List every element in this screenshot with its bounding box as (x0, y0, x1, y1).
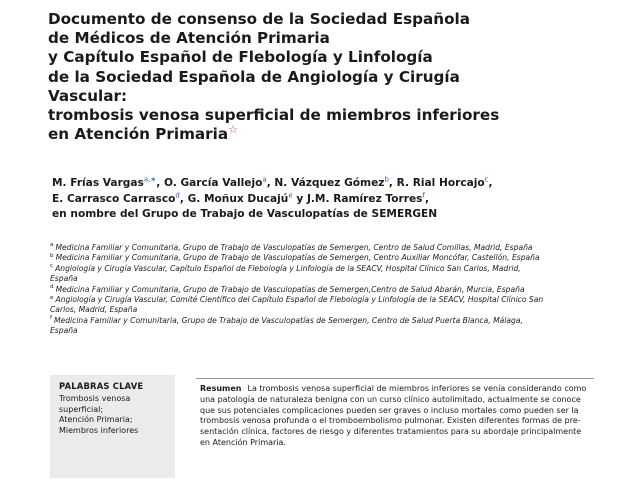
title-star-footnote-icon[interactable]: ☆ (228, 123, 238, 137)
keywords-heading: PALABRAS CLAVE (59, 381, 144, 391)
article-title (48, 10, 608, 144)
affiliations-list (50, 243, 610, 337)
author-group-line: en nombre del Grupo de Trabajo de Vasculopatías de SEMERGEN (52, 208, 438, 221)
affiliation-marker: c (50, 263, 54, 270)
affiliation-line (50, 316, 610, 326)
author-separator: , (179, 192, 188, 205)
abstract-line: sentación clínica, factores de riesgo y diferentes tratamientos para su abordaje principalmente (200, 427, 582, 437)
keywords-list (59, 394, 138, 436)
affiliation-marker: b (50, 252, 54, 259)
affiliation-text: Medicina Familiar y Comunitaria, Grupo de Trabajo de Vasculopatías de Semergen, Centro de Salud Puerta Blanca, Málaga, (53, 315, 523, 325)
affiliation-item (50, 253, 610, 263)
author-separator: , (266, 177, 275, 189)
keyword-item: superficial; (59, 404, 104, 414)
author-affiliation-link[interactable]: f (422, 191, 425, 200)
author-separator: , (388, 177, 397, 189)
title-line: de la Sociedad Española de Angiología y Cirugía (48, 67, 460, 86)
title-line: Vascular: (48, 86, 128, 105)
affiliation-text: Medicina Familiar y Comunitaria, Grupo de Trabajo de Vasculopatías de Semergen,Centro de Salud Abarán, Murcia, España (55, 284, 525, 294)
abstract-line (200, 384, 600, 395)
affiliation-line (50, 243, 610, 253)
author-affiliation-link[interactable]: c (484, 175, 489, 184)
author-line-1 (52, 176, 612, 192)
affiliation-line (50, 253, 610, 263)
author-affiliation-link[interactable]: e (288, 191, 293, 200)
affiliation-marker: f (50, 315, 52, 322)
affiliation-line (50, 285, 610, 295)
affiliation-line (50, 264, 610, 274)
title-line-text: en Atención Primaria (48, 125, 229, 144)
affiliation-item (50, 243, 610, 253)
abstract-line: en Atención Primaria. (200, 437, 286, 447)
author-separator: , (156, 177, 164, 189)
keywords-box (50, 375, 175, 478)
author-separator: y (292, 192, 307, 205)
author-name: N. Vázquez Gómez (274, 177, 385, 189)
author-name: M. Frías Vargas (52, 177, 144, 189)
abstract-section (200, 384, 600, 449)
author-name: R. Rial Horcajo (396, 177, 485, 189)
author-affiliation-link[interactable]: b (384, 175, 389, 184)
abstract-divider (196, 378, 594, 379)
title-line: y Capítulo Español de Flebología y Linfología (48, 48, 433, 67)
affiliation-text: Angiología y Cirugía Vascular, Comité Científico del Capítulo Español de Flebología y Linfología de la SEACV, Hospital Clínico San (55, 295, 544, 305)
author-name: O. García Vallejo (163, 177, 263, 189)
author-name: G. Moñux Ducajú (187, 192, 289, 205)
affiliation-line (50, 295, 610, 305)
author-affiliation-link[interactable]: d (175, 191, 180, 200)
affiliation-text-continued: España (50, 274, 78, 284)
author-name: J.M. Ramírez Torres (306, 192, 423, 205)
abstract-line: trombosis venosa profunda o el tromboembolismo pulmonar. Existen diferentes formas de pre- (200, 416, 581, 426)
affiliation-marker: d (50, 284, 54, 291)
title-line: Documento de consenso de la Sociedad Española (48, 10, 470, 28)
affiliation-item (50, 285, 610, 295)
author-separator: , (424, 192, 429, 205)
affiliation-marker: a (50, 242, 54, 249)
keyword-item: Atención Primaria; (59, 415, 133, 425)
affiliation-item (50, 316, 610, 337)
affiliation-text: Medicina Familiar y Comunitaria, Grupo de Trabajo de Vasculopatías de Semergen, Centro de Salud Comillas, Madrid, España (55, 243, 533, 252)
title-line: de Médicos de Atención Primaria (48, 29, 330, 48)
abstract-line: una patología de naturaleza benigna con un curso clínico autolimitado, actualmente se conoce (200, 394, 581, 404)
author-list (52, 176, 612, 223)
affiliation-text-continued: Carlos, Madrid, España (50, 305, 138, 315)
title-line-last (48, 125, 608, 144)
author-affiliation-link[interactable]: a,∗ (143, 175, 157, 184)
author-affiliation-link[interactable]: a (262, 175, 267, 184)
author-separator: , (488, 177, 493, 189)
keyword-item: Trombosis venosa (59, 394, 131, 403)
keyword-item: Miembros inferiores (59, 425, 139, 435)
abstract-heading: Resumen (200, 384, 242, 393)
abstract-line: que sus potenciales complicaciones pueden ser graves o incluso mortales como pueden ser la (200, 405, 579, 415)
affiliation-item (50, 295, 610, 316)
affiliation-text: Medicina Familiar y Comunitaria, Grupo de Trabajo de Vasculopatías de Semergen, Centro Auxiliar Moncófar, Castellón, España (55, 253, 540, 263)
author-line-2 (52, 192, 612, 208)
affiliation-marker: e (50, 294, 54, 301)
abstract-text: La trombosis venosa superficial de miembros inferiores se venía considerando como (247, 384, 587, 393)
affiliation-item (50, 264, 610, 285)
affiliation-text-continued: España (50, 326, 78, 336)
title-line: trombosis venosa superficial de miembros inferiores (48, 106, 500, 125)
affiliation-text: Angiología y Cirugía Vascular, Capítulo Español de Flebología y Linfología de la SEACV, Hospital Clínico San Carlos, Madrid, (55, 263, 521, 273)
author-name: E. Carrasco Carrasco (52, 192, 176, 205)
